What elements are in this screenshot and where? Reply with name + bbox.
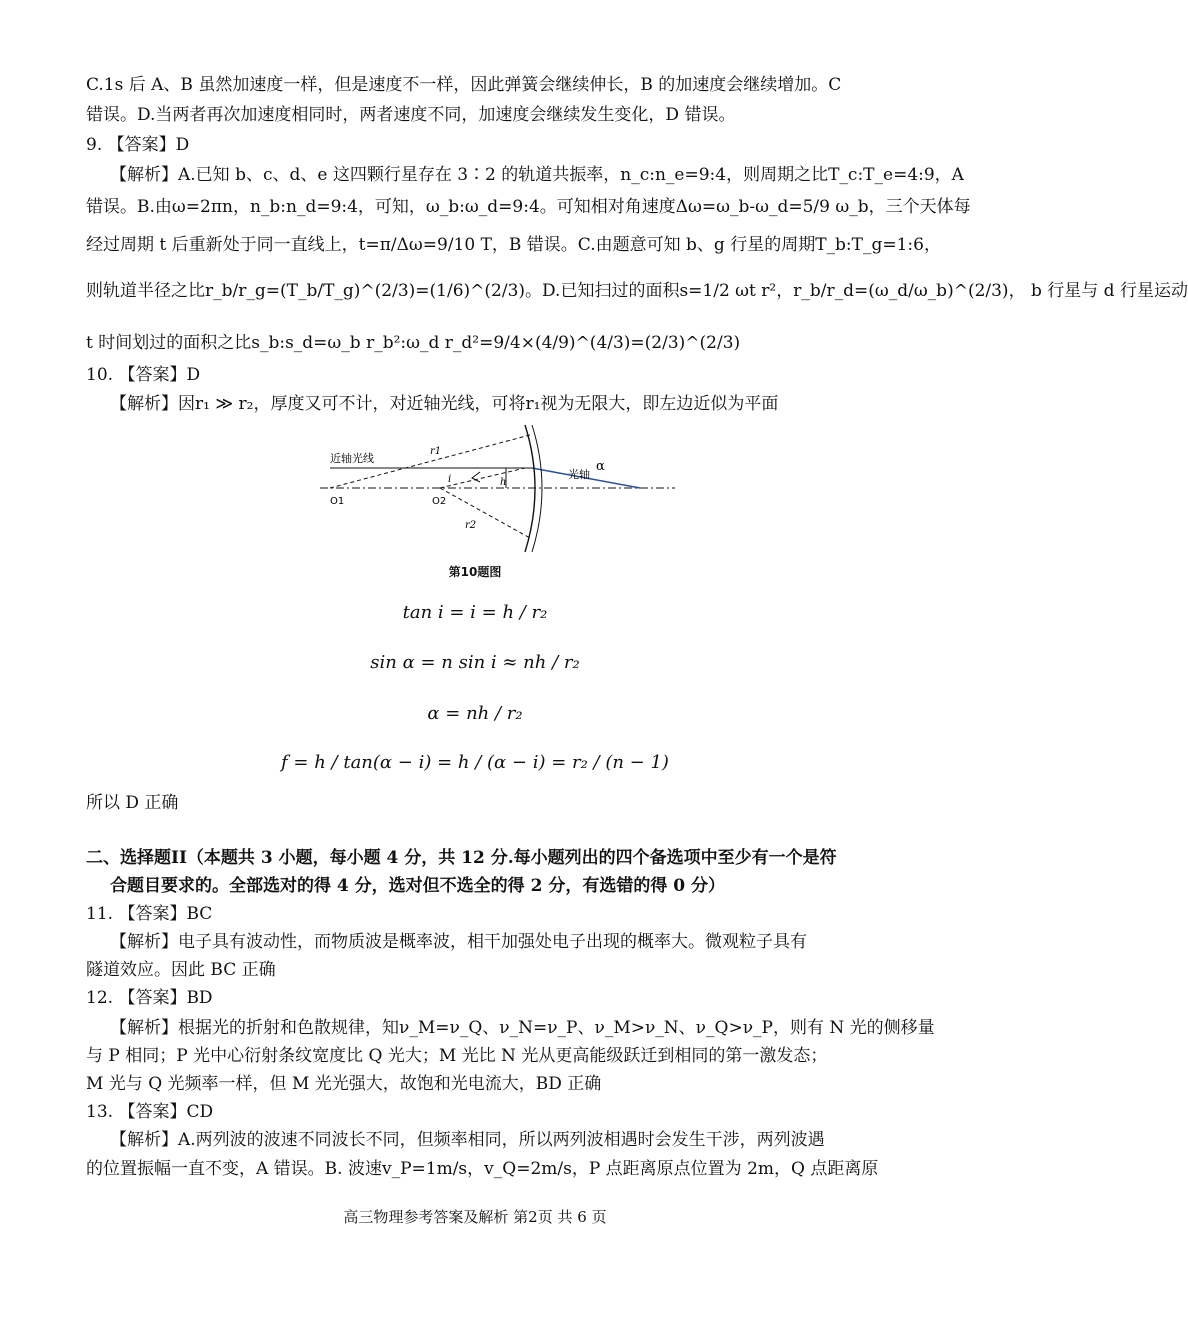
text-line: 经过周期 t 后重新处于同一直线上，t=π/Δω=9/10 T，B 错误。C.由题意可知 b、g 行星的周期T_b:T_g=1:6，: [86, 235, 941, 255]
answer-10: 10. 【答案】D: [86, 365, 201, 385]
text-line: 错误。B.由ω=2πn，n_b:n_d=9:4，可知，ω_b:ω_d=9:4。可知相对角速度Δω=ω_b-ω_d=5/9 ω_b，三个天体每: [86, 197, 971, 217]
text-line: t 时间划过的面积之比s_b:s_d=ω_b r_b²:ω_d r_d²=9/4×(4/9)^(4/3)=(2/3)^(2/3): [86, 333, 741, 353]
radius-r2: [440, 488, 530, 538]
svg-text:O1: O1: [330, 496, 345, 507]
svg-text:O2: O2: [432, 496, 447, 507]
equation-sin-alpha: sin α = n sin i ≈ nh / r₂: [370, 652, 580, 673]
page-footer: 高三物理参考答案及解析 第2页 共 6 页: [343, 1208, 607, 1226]
analysis-12: 【解析】根据光的折射和色散规律，知ν_M=ν_Q、ν_N=ν_P、ν_M>ν_N、ν_Q>ν_P，则有 N 光的侧移量: [110, 1018, 935, 1038]
section-heading-cont: 合题目要求的。全部选对的得 4 分，选对但不选全的得 2 分，有选错的得 0 分）: [110, 876, 725, 896]
analysis-13: 【解析】A.两列波的波速不同波长不同，但频率相同，所以两列波相遇时会发生干涉，两列波遇: [110, 1130, 825, 1150]
equation-tan-i: tan i = i = h / r₂: [402, 602, 548, 623]
label-paraxial: 近轴光线: [330, 452, 374, 465]
text-line: C.1s 后 A、B 虽然加速度一样，但是速度不一样，因此弹簧会继续伸长，B 的加速度会继续增加。C: [86, 75, 842, 95]
figure-caption: 第10题图: [448, 565, 502, 579]
svg-text:h: h: [500, 477, 507, 488]
answer-13: 13. 【答案】CD: [86, 1102, 214, 1122]
equation-focal-length: f = h / tan(α − i) = h / (α − i) = r₂ / (n − 1): [281, 752, 669, 773]
text-line: M 光与 Q 光频率一样，但 M 光光强大，故饱和光电流大，BD 正确: [86, 1074, 602, 1094]
equation-alpha: α = nh / r₂: [427, 703, 523, 724]
answer-9: 9. 【答案】D: [86, 135, 190, 155]
svg-text:i: i: [448, 474, 452, 485]
text-line: 所以 D 正确: [86, 793, 179, 813]
normal-line: [440, 468, 525, 488]
svg-text:r1: r1: [430, 446, 442, 457]
svg-text:α: α: [596, 459, 605, 474]
answer-12: 12. 【答案】BD: [86, 988, 213, 1008]
analysis-10: 【解析】因r₁ ≫ r₂，厚度又可不计，对近轴光线，可将r₁视为无限大，即左边近似为平面: [110, 394, 779, 414]
svg-text:r2: r2: [465, 520, 477, 531]
analysis-11: 【解析】电子具有波动性，而物质波是概率波，相干加强处电子出现的概率大。微观粒子具有: [110, 932, 807, 952]
text-line: 则轨道半径之比r_b/r_g=(T_b/T_g)^(2/3)=(1/6)^(2/3)。D.已知扫过的面积s=1/2 ωt r²，r_b/r_d=(ω_d/ω_b)^(2/3)， b 行星与 d 行星运动: [86, 281, 1188, 301]
lens-diagram: [320, 420, 680, 560]
analysis-9: 【解析】A.已知 b、c、d、e 这四颗行星存在 3∶2 的轨道共振率，n_c:n_e=9:4，则周期之比T_c:T_e=4:9，A: [110, 165, 964, 185]
svg-text:光轴: 光轴: [568, 468, 590, 481]
text-line: 的位置振幅一直不变，A 错误。B. 波速v_P=1m/s，v_Q=2m/s，P 点距离原点位置为 2m，Q 点距离原: [86, 1159, 879, 1179]
answer-11: 11. 【答案】BC: [86, 904, 213, 924]
section-heading: 二、选择题II（本题共 3 小题，每小题 4 分，共 12 分.每小题列出的四个备选项中至少有一个是符: [86, 848, 837, 868]
text-line: 隧道效应。因此 BC 正确: [86, 960, 276, 980]
text-line: 错误。D.当两者再次加速度相同时，两者速度不同，加速度会继续发生变化，D 错误。: [86, 105, 736, 125]
text-line: 与 P 相同；P 光中心衍射条纹宽度比 Q 光大；M 光比 N 光从更高能级跃迁到相同的第一激发态；: [86, 1046, 828, 1066]
